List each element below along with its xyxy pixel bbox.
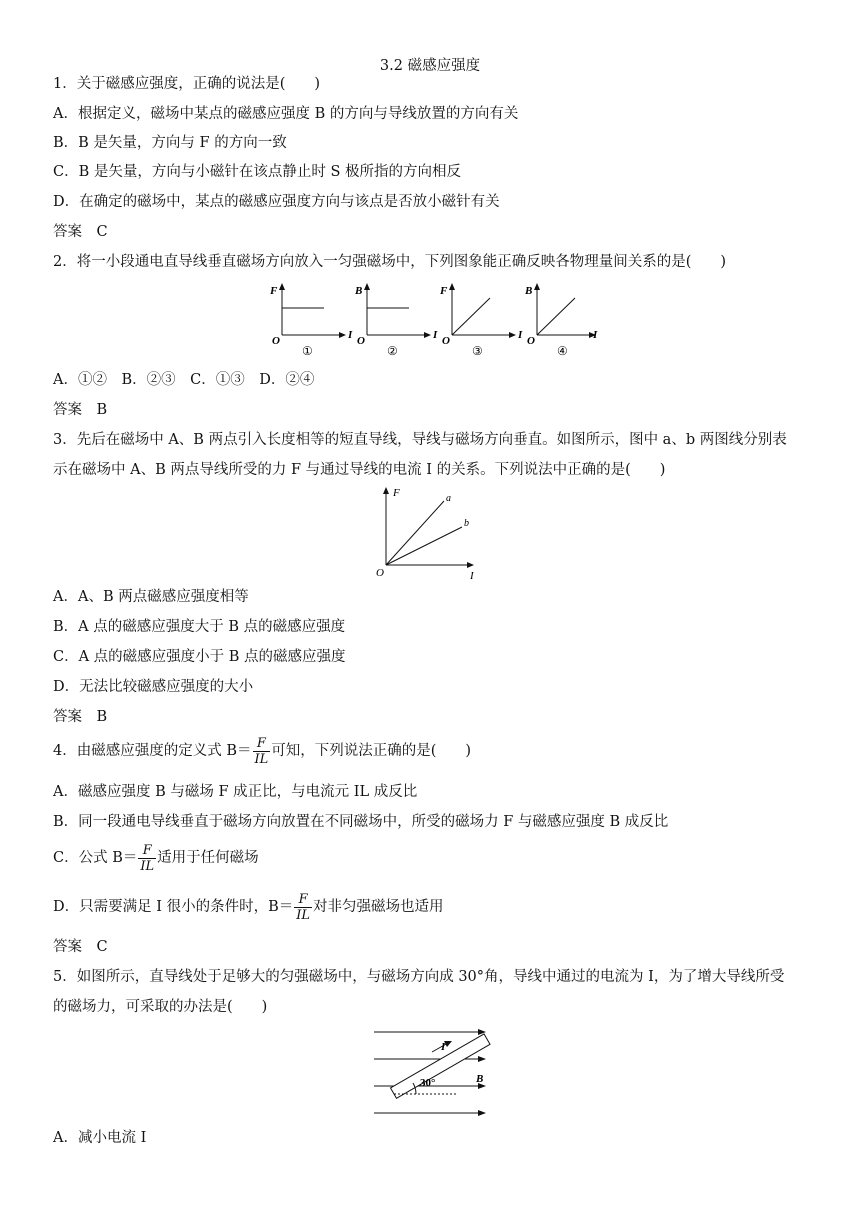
- q2-graph-4-xlabel: I: [593, 329, 598, 341]
- q4-answer: 答案 C: [53, 939, 108, 955]
- q5-current-label: I: [441, 1041, 446, 1053]
- q2-graph-3-number: ③: [472, 344, 483, 358]
- q2-graph-4: [524, 283, 598, 358]
- q2-graph-3-origin: O: [442, 335, 450, 347]
- q3-graph-figure: [372, 484, 484, 584]
- q3-stem-line-1: 3．先后在磁场中 A、B 两点引入长度相等的短直导线，导线与磁场方向垂直。如图所示，图中 a、b 两图线分别表: [53, 432, 787, 448]
- q5-field-label: B: [476, 1073, 484, 1085]
- q2-options: A．①② B．②③ C．①③ D．②④: [53, 372, 315, 388]
- q3-option-d: D．无法比较磁感应强度的大小: [53, 679, 254, 695]
- q3-answer: 答案 B: [53, 709, 108, 725]
- q3-label-a: a: [446, 493, 451, 504]
- q4-option-c-formula: $\frac{F}{IL}$: [140, 842, 155, 874]
- q2-stem: 2．将一小段通电直导线垂直磁场方向放入一匀强磁场中，下列图象能正确反映各物理量间关系的是( ): [53, 254, 727, 270]
- q3-stem-line-2: 示在磁场中 A、B 两点导线所受的力 F 与通过导线的电流 I 的关系。下列说法中正确的是( ): [53, 462, 666, 478]
- q1-answer: 答案 C: [53, 224, 108, 240]
- q2-graph-4-number: ④: [557, 344, 568, 358]
- q1-option-b: B．B 是矢量，方向与 F 的方向一致: [53, 135, 287, 151]
- q1-stem: 1．关于磁感应强度，正确的说法是( ): [53, 76, 321, 92]
- q4-stem-pre: 4．由磁感应强度的定义式 B＝: [53, 743, 252, 759]
- q2-graph-2-xlabel: I: [433, 329, 438, 341]
- q2-graph-1-origin: O: [272, 335, 280, 347]
- q4-stem-post: 可知，下列说法正确的是( ): [271, 743, 472, 759]
- q1-option-c: C．B 是矢量，方向与小磁针在该点静止时 S 极所指的方向相反: [53, 164, 462, 180]
- q4-stem-formula: $\frac{F}{IL}$: [254, 735, 269, 767]
- q3-option-b: B．A 点的磁感应强度大于 B 点的磁感应强度: [53, 619, 346, 635]
- q3-ylabel: F: [393, 487, 400, 499]
- q2-graph-1-number: ①: [302, 344, 313, 358]
- q3-xlabel: I: [470, 570, 474, 582]
- q4-stem: [53, 734, 471, 768]
- q4-option-c: C．公式 B＝ $\frac{F}{IL}$ 适用于任何磁场: [53, 842, 259, 874]
- q3-option-a: A．A、B 两点磁感应强度相等: [53, 589, 249, 605]
- q2-graph-4-origin: O: [527, 335, 535, 347]
- q5-stem-line-1: 5．如图所示，直导线处于足够大的匀强磁场中，与磁场方向成 30°角，导线中通过的电流为 I，为了增大导线所受: [53, 969, 785, 985]
- q2-answer: 答案 B: [53, 402, 108, 418]
- q4-option-b: B．同一段通电导线垂直于磁场方向放置在不同磁场中，所受的磁场力 F 与磁感应强度 B 成反比: [53, 814, 669, 830]
- q4-option-d: D．只需要满足 I 很小的条件时，B＝ $\frac{F}{IL}$ 对非匀强磁场也适用: [53, 891, 444, 923]
- q2-graph-2-origin: O: [357, 335, 365, 347]
- page-title: 3.2 磁感应强度: [379, 58, 481, 74]
- q5-option-a: A．减小电流 I: [53, 1130, 147, 1146]
- q3-line-b: [386, 527, 462, 565]
- q4-option-a: A．磁感应强度 B 与磁场 F 成正比，与电流元 IL 成反比: [53, 784, 418, 800]
- q2-graph-3-ylabel: F: [440, 285, 448, 297]
- q3-origin: O: [376, 567, 384, 579]
- q2-graph-3-xlabel: I: [518, 329, 523, 341]
- q1-option-d: D．在确定的磁场中，某点的磁感应强度方向与该点是否放小磁针有关: [53, 194, 500, 210]
- q5-angle-label: 30°: [420, 1077, 436, 1089]
- q3-option-c: C．A 点的磁感应强度小于 B 点的磁感应强度: [53, 649, 346, 665]
- q2-graph-1-xlabel: I: [348, 329, 353, 341]
- q2-graph-1: [269, 283, 353, 358]
- q2-graph-1-ylabel: F: [270, 285, 278, 297]
- q2-graph-2-ylabel: B: [355, 285, 363, 297]
- q2-graph-2: [354, 283, 438, 358]
- q2-graphs-figure: [262, 280, 602, 360]
- q2-graph-4-ylabel: B: [525, 285, 533, 297]
- q2-graph-3: [439, 283, 523, 358]
- q4-option-d-formula: $\frac{F}{IL}$: [296, 891, 311, 923]
- q3-label-b: b: [464, 518, 469, 529]
- q3-line-a: [386, 501, 444, 565]
- q5-stem-line-2: 的磁场力，可采取的办法是( ): [53, 999, 268, 1015]
- q5-wire-figure: [368, 1026, 492, 1120]
- q2-graph-2-number: ②: [387, 344, 398, 358]
- q1-option-a: A．根据定义，磁场中某点的磁感应强度 B 的方向与导线放置的方向有关: [53, 106, 519, 122]
